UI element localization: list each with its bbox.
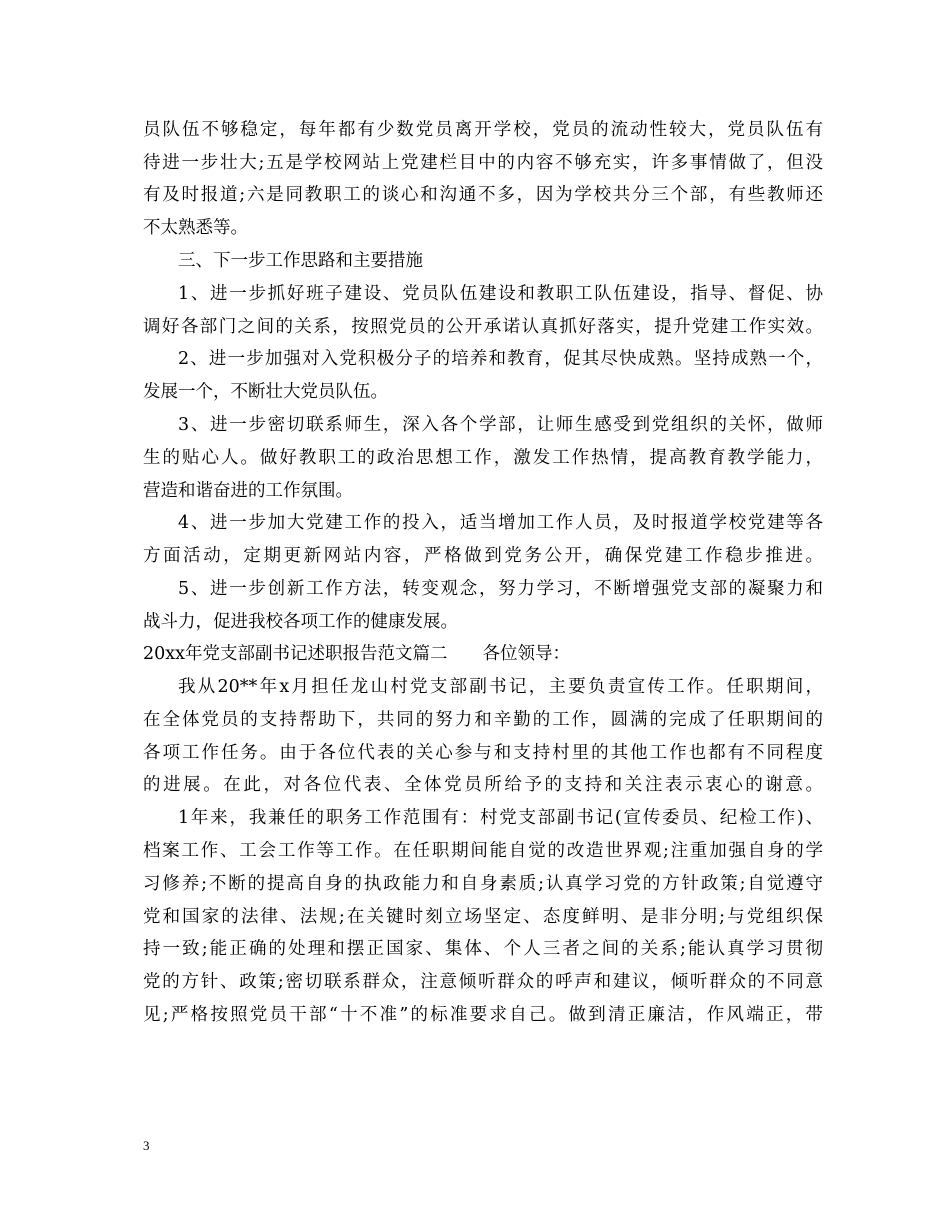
text-line: 待进一步壮大;五是学校网站上党建栏目中的内容不够充实，许多事情做了，但没 [143, 153, 823, 173]
text-line: 生的贴心人。做好教职工的政治思想工作，激发工作热情，提高教育教学能力， [143, 448, 823, 468]
text-line: 3、进一步密切联系师生，深入各个学部，让师生感受到党组织的关怀，做师 [178, 415, 823, 435]
text-line: 党和国家的法律、法规;在关键时刻立场坚定、态度鲜明、是非分明;与党组织保 [143, 907, 823, 927]
text-line: 档案工作、工会工作等工作。在任职期间能自觉的改造世界观;注重加强自身的学 [143, 841, 823, 861]
text-line: 2、进一步加强对入党积极分子的培养和教育，促其尽快成熟。坚持成熟一个， [178, 349, 823, 369]
text-line: 4、进一步加大党建工作的投入，适当增加工作人员，及时报道学校党建等各 [178, 513, 823, 533]
text-line: 1、进一步抓好班子建设、党员队伍建设和教职工队伍建设，指导、督促、协 [178, 284, 823, 304]
text-line: 党的方针、政策;密切联系群众，注意倾听群众的呼声和建议，倾听群众的不同意 [143, 972, 823, 992]
text-line: 有及时报道;六是同教职工的谈心和沟通不多，因为学校共分三个部，有些教师还 [143, 185, 823, 205]
text-line: 持一致;能正确的处理和摆正国家、集体、个人三者之间的关系;能认真学习贯彻 [143, 939, 823, 959]
article-title: 20xx年党支部副书记述职报告范文篇二 各位领导： [143, 644, 571, 664]
text-line: 调好各部门之间的关系，按照党员的公开承诺认真抓好落实，提升党建工作实效。 [143, 317, 823, 337]
text-line: 的进展。在此，对各位代表、全体党员所给予的支持和关注表示衷心的谢意。 [143, 775, 823, 795]
text-line: 各项工作任务。由于各位代表的关心参与和支持村里的其他工作也都有不同程度 [143, 743, 823, 763]
text-line: 习修养;不断的提高自身的执政能力和自身素质;认真学习党的方针政策;自觉遵守 [143, 874, 823, 894]
text-line: 5、进一步创新工作方法，转变观念，努力学习，不断增强党支部的凝聚力和 [178, 579, 823, 599]
text-line: 员队伍不够稳定，每年都有少数党员离开学校，党员的流动性较大，党员队伍有 [143, 120, 823, 140]
text-line: 方面活动，定期更新网站内容，严格做到党务公开，确保党建工作稳步推进。 [143, 546, 823, 566]
text-line: 在全体党员的支持帮助下，共同的努力和辛勤的工作，圆满的完成了任职期间的 [143, 710, 823, 730]
text-line: 见;严格按照党员干部“十不准”的标准要求自己。做到清正廉洁，作风端正，带 [143, 1005, 823, 1025]
text-line: 营造和谐奋进的工作氛围。 [143, 481, 353, 501]
text-line: 我从20**年x月担任龙山村党支部副书记，主要负责宣传工作。任职期间， [178, 677, 823, 697]
page-number: 3 [143, 1138, 150, 1153]
text-line: 战斗力，促进我校各项工作的健康发展。 [143, 612, 458, 632]
text-line: 发展一个，不断壮大党员队伍。 [143, 382, 388, 402]
text-line: 1年来，我兼任的职务工作范围有：村党支部副书记(宣传委员、纪检工作)、 [178, 808, 823, 828]
text-line: 不太熟悉等。 [143, 218, 248, 238]
section-heading: 三、下一步工作思路和主要措施 [178, 251, 423, 271]
